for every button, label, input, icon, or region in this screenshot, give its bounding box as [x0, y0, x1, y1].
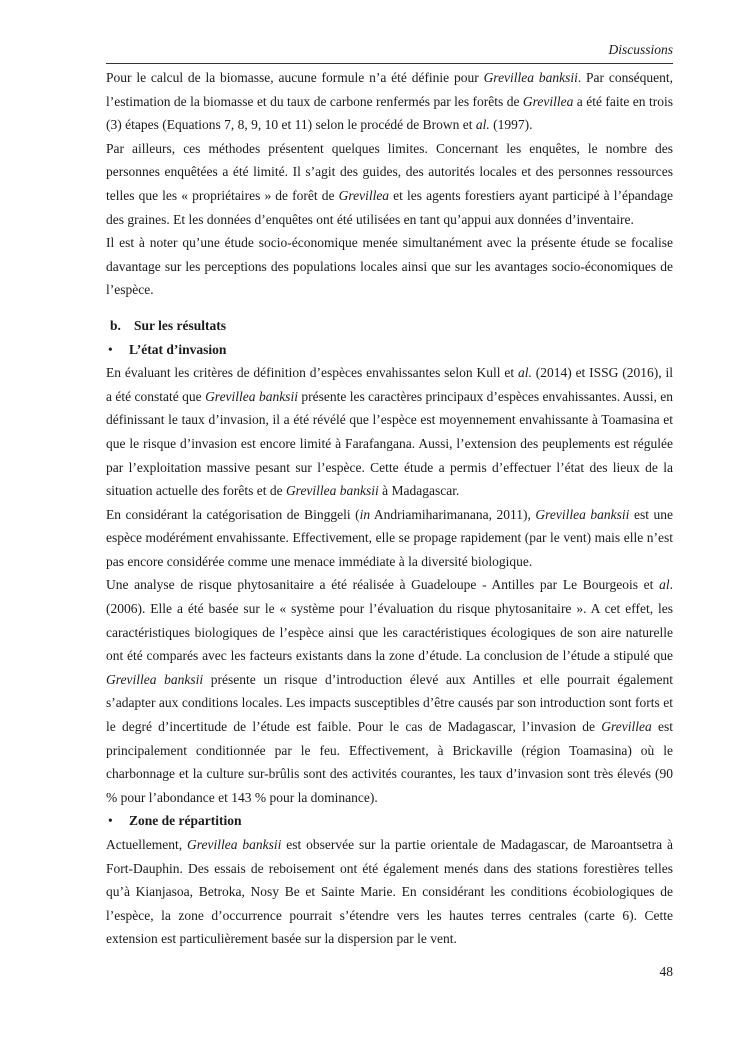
section-heading — [106, 314, 673, 338]
bullet-icon: • — [108, 813, 113, 829]
paragraph-biomass — [106, 66, 673, 137]
bullet-icon: • — [108, 341, 113, 357]
paragraph-distribution — [106, 833, 673, 951]
genus-name: Grevillea — [522, 93, 574, 109]
citation-etal: al — [659, 577, 670, 593]
text-run: (1997). — [489, 117, 533, 133]
species-name: Grevillea banksii — [535, 506, 630, 522]
running-header: Discussions — [608, 42, 673, 57]
text-run: . Par conséquent, l’estimation de la biomasse et du taux de carbone renfermés par les forêts de — [106, 70, 673, 109]
paragraph-phytosanitary — [106, 573, 673, 809]
text-run: Andriamiharimanana, 2011), — [370, 506, 536, 522]
section-letter: b. — [110, 317, 121, 333]
paragraph-socio-economic: Il est à noter qu’une étude socio-économique menée simultanément avec la présente étude se focalise davantage sur les perceptions des populations locales ainsi que sur les avantages socio-économiques de l’espèce. — [106, 235, 673, 298]
species-name: Grevillea banksii — [186, 837, 282, 852]
text-run: Par ailleurs, ces méthodes présentent quelques limites. Concernant les enquêtes, le nombre des personnes enquêtées a été limité. Il s’agit des guides, des autorités locales et des personnes ressources telles que les « propriétaires » de forêt de — [106, 140, 673, 203]
citation-etal: al. — [475, 117, 490, 133]
text-run: En évaluant les critères de définition d’espèces envahissantes selon Kull et — [106, 365, 518, 381]
page-number: 48 — [659, 964, 673, 979]
citation-in: in — [359, 506, 371, 522]
species-name: Grevillea banksii — [106, 671, 204, 687]
text-run: Actuellement, — [106, 837, 187, 852]
bullet-heading-distribution — [106, 809, 673, 833]
text-run: Pour le calcul de la biomasse, aucune formule n’a été définie pour — [106, 70, 484, 85]
genus-name: Grevillea — [338, 187, 390, 203]
paragraph-binggeli — [106, 503, 673, 574]
body-text — [106, 66, 673, 951]
text-run: est observée sur la partie orientale de Madagascar, de Maroantsetra à Fort-Dauphin. Des essais de reboisement ont été également menés dans des stations forestières telles qu’à Kianjasoa, Betroka, Nosy Be et Sainte Marie. En considérant les conditions écobiologiques de l’espèce, la zone d’occurrence pourrait s’étendre vers les hautes terres centrales (carte 6). Cette extension est particulièrement basée sur la dispersion par le vent. — [106, 837, 673, 947]
text-run: est une espèce modérément envahissante. Effectivement, elle se propage rapidement (par le vent) mais elle n’est pas encore considérée comme une menace immédiate à la diversité biologique. — [106, 506, 673, 569]
species-name: Grevillea banksii — [483, 70, 578, 85]
bullet-heading-invasion — [106, 338, 673, 362]
text-run: (2014) et ISSG (2016), il a été constaté que — [106, 365, 673, 404]
header-rule — [106, 63, 673, 64]
paragraph-limits — [106, 137, 673, 231]
citation-etal: al. — [517, 365, 532, 381]
text-run: à Madagascar. — [378, 483, 460, 499]
text-run: est principalement conditionnée par le feu. Effectivement, à Brickaville (région Toamasina) où le charbonnage et la culture sur-brûlis sont des activités courantes, les taux d’invasion sont très élevés (90 % pour l’abondance et 143 % pour la dominance). — [106, 719, 673, 805]
bullet-title: Zone de répartition — [129, 813, 242, 829]
paragraph-invasion-criteria — [106, 361, 673, 503]
text-run: En considérant la catégorisation de Binggeli ( — [106, 506, 360, 522]
text-run: . (2006). Elle a été basée sur le « système pour l’évaluation du risque phytosanitaire ». A cet effet, les caractéristiques biologiques de l’espèce ainsi que les caractéristiques écologiques de son aire naturelle ont été comparés avec les facteurs existants dans la zone d’étude. La conclusion de l’étude a stipulé que — [106, 577, 673, 664]
spacer — [106, 302, 673, 314]
species-name: Grevillea banksii — [285, 483, 379, 499]
text-run: présente les caractères principaux d’espèces envahissantes. Aussi, en définissant le taux d’invasion, il a été révélé que l’espèce est moyennement envahissante à Toamasina et que le risque d’invasion est encore limité à Farafangana. Aussi, l’extension des peuplements est régulée par l’exploitation massive pesant sur l’espèce. Cette étude a permis d’effectuer l’état des lieux de la situation actuelle des forêts et de — [106, 388, 674, 499]
text-run: présente un risque d’introduction élevé aux Antilles et elle pourrait également s’adapter aux conditions locales. Les impacts susceptibles d’être causés par son introduction sont forts et le degré d’incertitude de l’étude est faible. Pour le cas de Madagascar, l’invasion de — [106, 671, 674, 735]
genus-name: Grevillea — [601, 719, 652, 735]
species-name: Grevillea banksii — [205, 388, 298, 404]
text-run: et les agents forestiers ayant participé à l’épandage des graines. Et les données d’enquêtes ont été utilisées en tant qu’appui aux données d’inventaire. — [106, 187, 673, 227]
bullet-title: L’état d’invasion — [129, 341, 227, 357]
text-run: Une analyse de risque phytosanitaire a été réalisée à Guadeloupe - Antilles par Le Bourgeois et — [106, 577, 660, 593]
section-title: Sur les résultats — [134, 317, 227, 333]
text-run: a été faite en trois (3) étapes (Equations 7, 8, 9, 10 et 11) selon le procédé de Brown et — [106, 93, 673, 133]
